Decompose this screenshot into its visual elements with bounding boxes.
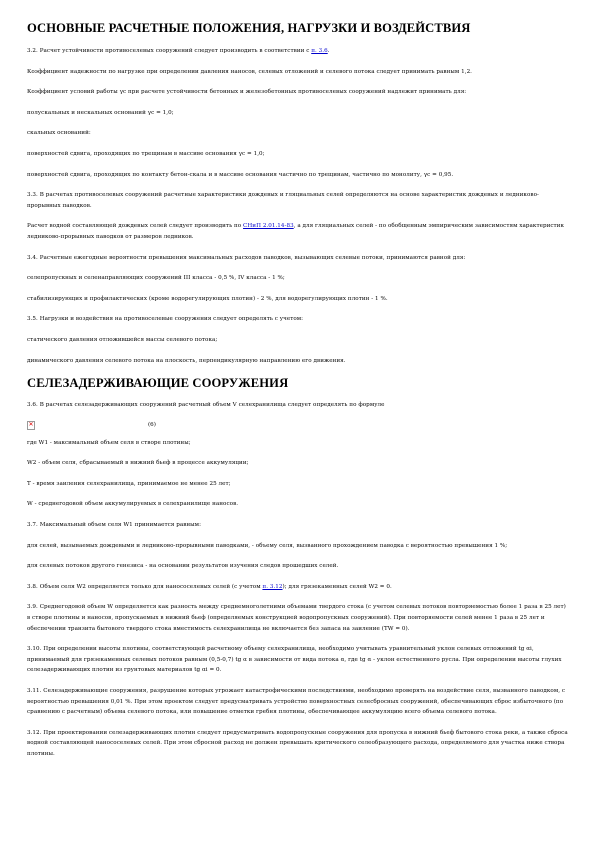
- paragraph-rain-mudflows: для селей, вызываемых дождевыми и ледниково-прорывными паводками, - объему селя, вызванного прохождением паводка с вероятностью превышения 1 %;: [27, 542, 508, 549]
- paragraph-3-6: 3.6. В расчетах селезадерживающих сооружений расчетный объем V селехранилища следует определять по формуле: [27, 402, 385, 409]
- paragraph-w1: где W1 - максимальный объем селя в створе плотины;: [27, 439, 191, 446]
- paragraph-dynamic-pressure: динамического давления селевого потока на плоскость, перпендикулярную направлению его движения.: [27, 357, 346, 364]
- paragraph-3-4: 3.4. Расчетные ежегодные вероятности превышения максимальных расходов паводков, вызывающих селевые потоки, принимаются равной для:: [27, 254, 466, 261]
- paragraph-w2: W2 - объем селя, сбрасываемый в нижний бьеф в процессе аккумуляции;: [27, 460, 249, 467]
- broken-image-icon: ✕: [28, 421, 34, 429]
- paragraph-semi-rock-foundations: полускальных и нескальных оснований γc = 1,0;: [27, 109, 174, 116]
- paragraph-3-11: 3.11. Селезадерживающие сооружения, разрушение которых угрожает катастрофическими последствиями, необходимо проверять на воздействие селя, вызванного паводком, с вероятностью превышения 0,01 %. При этом проектом следует предусматривать устройство поверхностных селесбросных сооружений, обеспечивающих сброс избыточного (по сравнению с расчетным) объема селевого потока, или повышение отметки гребня плотины, обеспечивающее аккумуляцию всего объема селевого потока.: [27, 688, 566, 716]
- paragraph-shear-surfaces-cracks: поверхностей сдвига, проходящих по трещинам в массиве основания γc = 1,0;: [27, 150, 265, 157]
- section-heading-retaining: СЕЛЕЗАДЕРЖИВАЮЩИЕ СООРУЖЕНИЯ: [27, 376, 289, 391]
- paragraph-3-5: 3.5. Нагрузки и воздействия на противоселевые сооружения следует определять с учетом:: [27, 316, 304, 323]
- paragraph-mudflow-passing: селепропускных и селенаправляющих сооружений III класса - 0,5 %, IV класса - 1 %;: [27, 275, 285, 282]
- paragraph-3-12: 3.12. При проектировании селезадерживающих плотин следует предусматривать водопропускные сооружения для пропуска в нижний бьеф бытового стока реки, а также сброса водной составляющей нанососелевых селей. При этом сбросной расход не должен превышать критического селеобразующего расхода, определяемого для участка ниже створа плотины.: [27, 729, 568, 757]
- paragraph-3-3: 3.3. В расчетах противоселевых сооружений расчетные характеристики дождевых и гляциальных селей определяются на основе характеристик дождевых и ледниково-прорывных паводков.: [27, 192, 539, 209]
- paragraph-3-2: 3.2. Расчет устойчивости противоселевых сооружений следует производить в соответствии с п. 3.6.: [27, 48, 330, 54]
- link-p-3-6[interactable]: п. 3.6: [311, 48, 328, 54]
- paragraph-3-10: 3.10. При определении высоты плотины, соответствующей расчетному объему селехранилища, необходимо учитывать уравнительный уклон селевых отложений tg αi, принимаемый для грязекаменных селевых потоков равным (0,5-0,7) tg α в зависимости от вида потока α, где tg α - уклон естественного русла. При определении высоты глухих селезадерживающих плотин из грунтовых материалов tg αi = 0.: [27, 646, 562, 674]
- paragraph-other-mudflows: для селевых потоков другого генезиса - на основании результатов изучения следов прошедших селей.: [27, 563, 339, 570]
- paragraph-static-pressure: статического давления отложившейся массы селевого потока;: [27, 336, 218, 343]
- paragraph-work-coefficient: Коэффициент условий работы γc при расчете устойчивости бетонных и железобетонных противоселевых сооружений надлежит принимать для:: [27, 89, 467, 96]
- paragraph-t: T - время заиления селехранилища, принимаемое не менее 25 лет;: [27, 480, 231, 487]
- link-snip[interactable]: СНиП 2.01.14-83: [243, 223, 294, 230]
- paragraph-stabilizing: стабилизирующих и профилактических (кроме водорегулирующих плотин) - 2 %, для водорегулирующих плотин - 1 %.: [27, 295, 388, 302]
- paragraph-3-7: 3.7. Максимальный объем селя W1 принимается равным:: [27, 522, 202, 529]
- paragraph-rock-foundations: скальных оснований:: [27, 130, 91, 137]
- paragraph-water-component: Расчет водной составляющей дождевых селей следует производить по СНиП 2.01.14-83, а для гляциальных селей - по обобщенным эмпирическим зависимостям характеристик ледниково-прорывных паводков от размеров ледников.: [27, 223, 565, 240]
- paragraph-shear-surfaces-contact: поверхностей сдвига, проходящих по контакту бетон-скала и в массиве основания частично по трещинам, частично по монолиту, γc = 0,95.: [27, 171, 454, 178]
- paragraph-w: W - среднегодовой объем аккумулируемых в селехранилище наносов.: [27, 501, 239, 508]
- paragraph-3-8: 3.8. Объем селя W2 определяется только для нанососелевых селей (с учетом п. 3.12); для грязекаменных селей W2 = 0.: [27, 583, 392, 590]
- formula-number: (6): [148, 422, 156, 429]
- link-p-3-12[interactable]: п. 3.12: [262, 583, 283, 590]
- formula-row: [27, 421, 568, 430]
- section-heading-calculation: ОСНОВНЫЕ РАСЧЕТНЫЕ ПОЛОЖЕНИЯ, НАГРУЗКИ И ВОЗДЕЙСТВИЯ: [27, 21, 471, 35]
- paragraph-load-coefficient: Коэффициент надежности по нагрузке при определении давления наносов, селевых отложений и селевого потока следует принимать равным 1,2.: [27, 68, 473, 75]
- paragraph-3-9: 3.9. Среднегодовой объем W определяется как разность между среднемноголетними объемами твердого стока (с учетом селевых потоков повторяемостью более 1 раза в 25 лет) в створе плотины и наносов, пропускаемых в нижний бьеф (определяемых конструкцией водопропускных сооружений). При повторяемости селей менее 1 раза в 25 лет и обеспечении транзита бытового твердого стока вместимость селехранилища не включается без запаса на заиление (TW = 0).: [27, 604, 566, 632]
